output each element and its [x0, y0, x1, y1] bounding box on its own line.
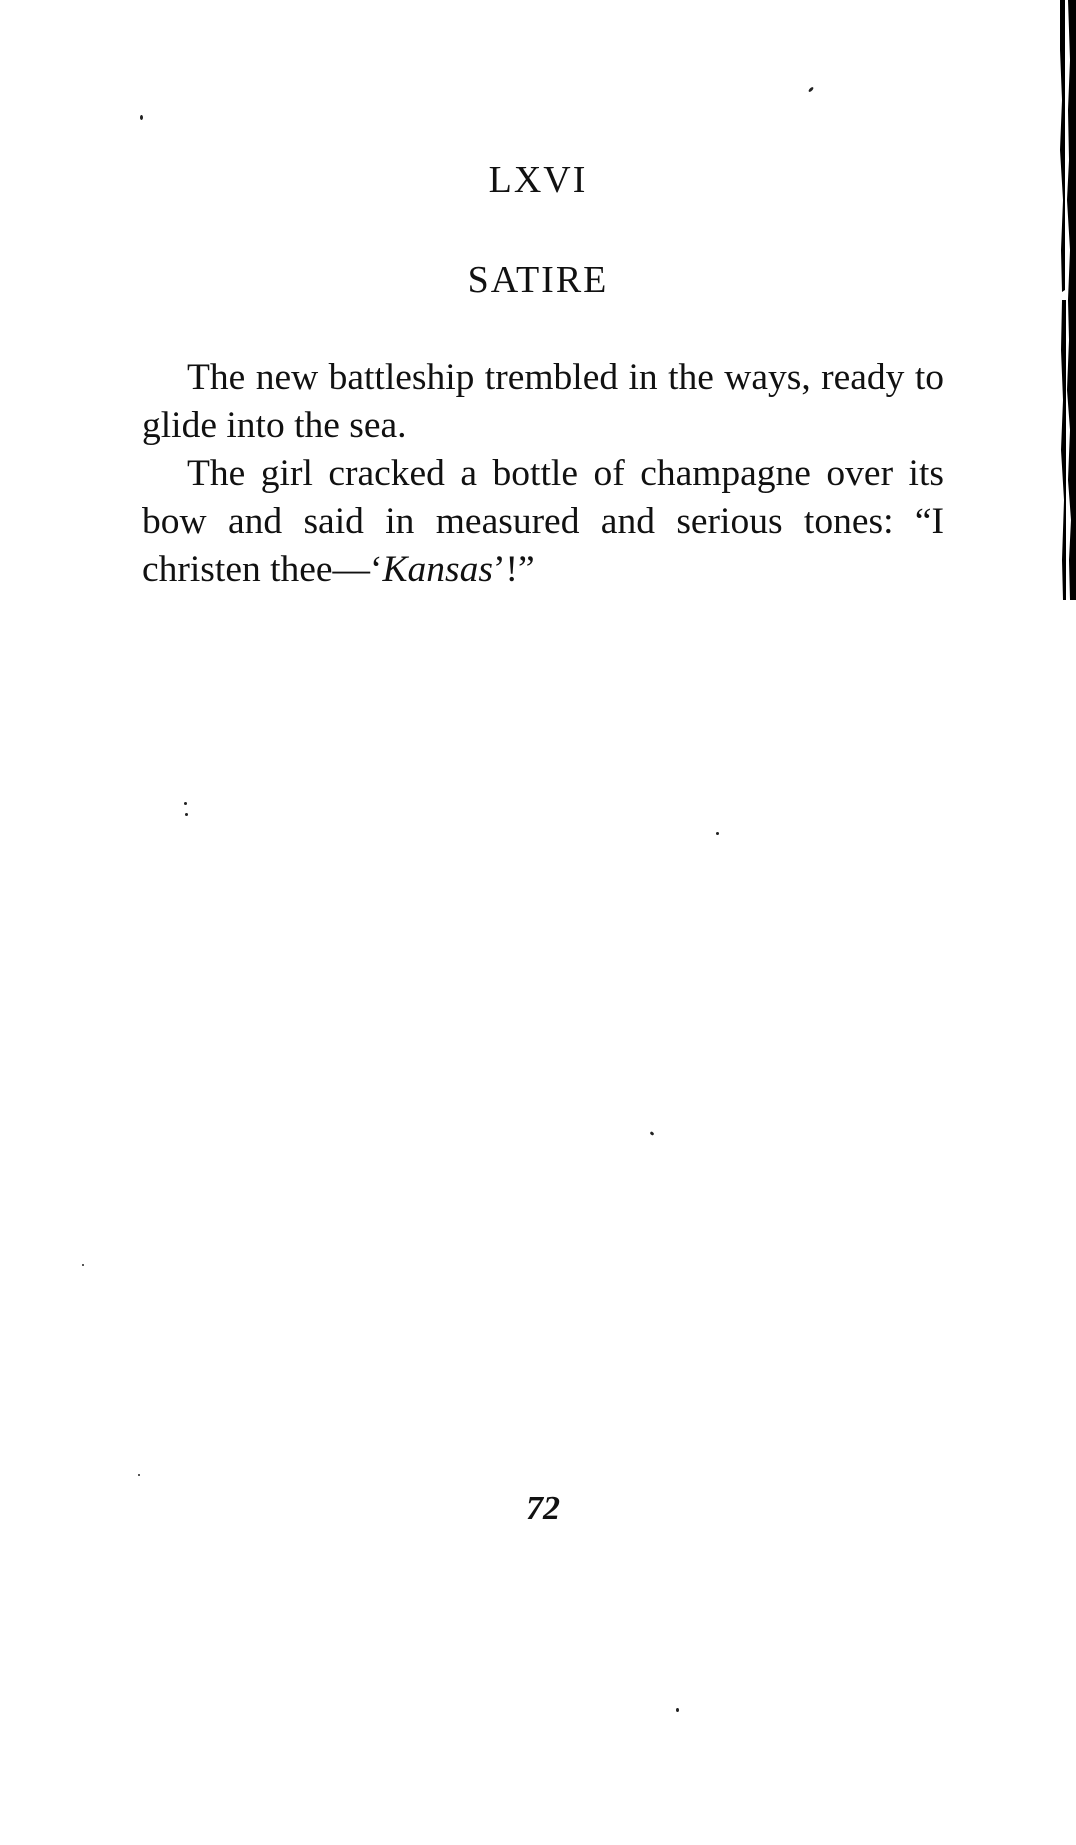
- scan-speck: [138, 1474, 140, 1476]
- paragraph-text: The girl cracked a bottle of champagne over its bow and said in measured and serious tones: “I christen thee—‘: [142, 453, 944, 590]
- scan-speck: [650, 1131, 655, 1136]
- scan-speck: [716, 832, 719, 835]
- chapter-body: [142, 354, 944, 594]
- scan-speck: [676, 1708, 679, 1712]
- paragraph-text-end: ’!”: [492, 549, 535, 590]
- ship-name: Kansas: [382, 549, 493, 590]
- chapter-title: SATIRE: [467, 259, 609, 301]
- chapter-number: LXVI: [488, 159, 588, 201]
- paragraph: [142, 450, 944, 594]
- scan-speck: [185, 813, 188, 816]
- page-number: 72: [526, 1490, 560, 1527]
- scan-speck: [808, 86, 814, 92]
- scan-speck: [82, 1264, 84, 1266]
- scan-speck: [184, 802, 187, 805]
- scan-speck: [140, 115, 143, 120]
- paragraph: The new battleship trembled in the ways, ready to glide into the sea.: [142, 357, 944, 446]
